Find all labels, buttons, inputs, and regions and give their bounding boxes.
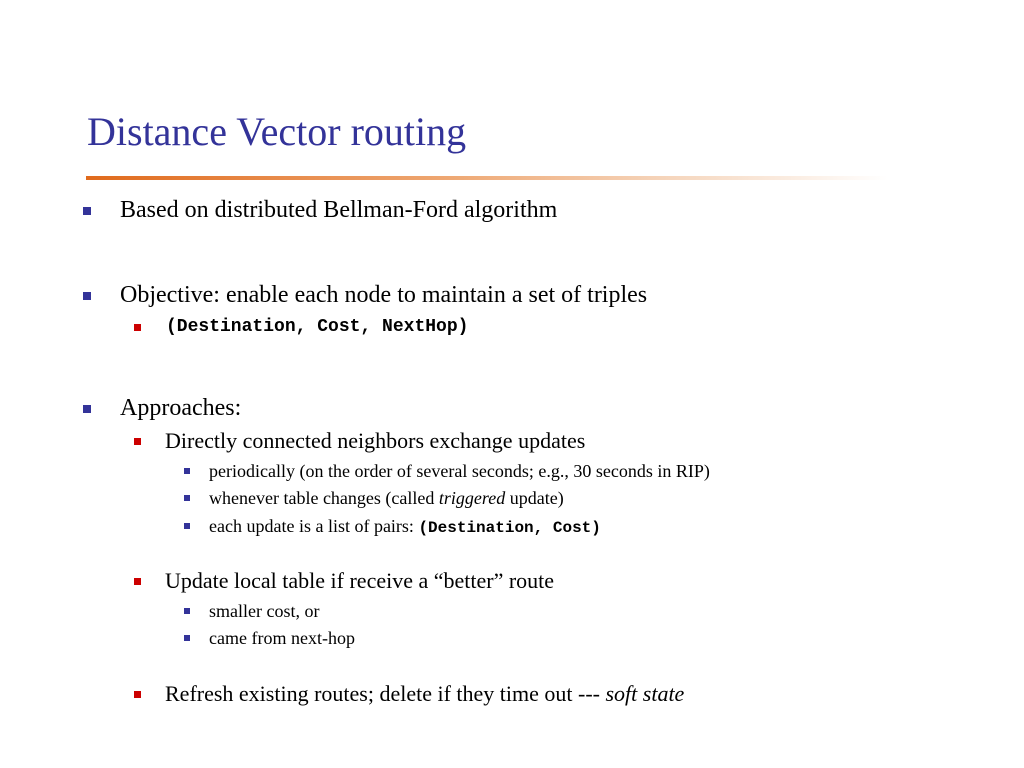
- refresh-text-pre: Refresh existing routes; delete if they time out ---: [165, 681, 606, 706]
- bullet-square-icon: [134, 324, 141, 331]
- bullet-objective: Objective: enable each node to maintain a set of triples: [120, 282, 648, 308]
- bullet-update-local-table: Update local table if receive a “better” route: [165, 568, 555, 593]
- bullet-square-icon: [184, 468, 190, 474]
- slide-title: Distance Vector routing: [87, 109, 467, 154]
- bullet-neighbors-exchange: Directly connected neighbors exchange updates: [165, 428, 586, 453]
- bullet-square-icon: [83, 405, 91, 413]
- bullet-bellman-ford: Based on distributed Bellman-Ford algorithm: [120, 197, 558, 223]
- bullet-triple-code: (Destination, Cost, NextHop): [166, 317, 469, 337]
- bullet-square-icon: [134, 438, 141, 445]
- bullet-square-icon: [83, 207, 91, 215]
- bullet-next-hop: came from next-hop: [209, 628, 355, 648]
- bullet-square-icon: [134, 691, 141, 698]
- soft-state-em: soft state: [605, 681, 685, 706]
- bullet-update-pairs: [209, 515, 601, 539]
- bullet-periodically: periodically (on the order of several seconds; e.g., 30 seconds in RIP): [209, 461, 710, 481]
- title-underline: [86, 176, 888, 180]
- bullet-square-icon: [184, 608, 190, 614]
- bullet-smaller-cost: smaller cost, or: [209, 601, 320, 621]
- bullet-square-icon: [134, 578, 141, 585]
- bullet-approaches: Approaches:: [120, 395, 242, 421]
- triggered-text-post: update): [505, 488, 564, 508]
- bullet-square-icon: [184, 635, 190, 641]
- bullet-square-icon: [184, 523, 190, 529]
- bullet-square-icon: [184, 495, 190, 501]
- triggered-text-pre: whenever table changes (called: [209, 488, 439, 508]
- pairs-text-pre: each update is a list of pairs:: [209, 516, 419, 536]
- pairs-code: (Destination, Cost): [418, 519, 601, 537]
- triggered-text-em: triggered: [438, 488, 506, 508]
- bullet-triggered-update: [209, 487, 564, 509]
- bullet-square-icon: [83, 292, 91, 300]
- bullet-refresh-routes: [165, 681, 684, 707]
